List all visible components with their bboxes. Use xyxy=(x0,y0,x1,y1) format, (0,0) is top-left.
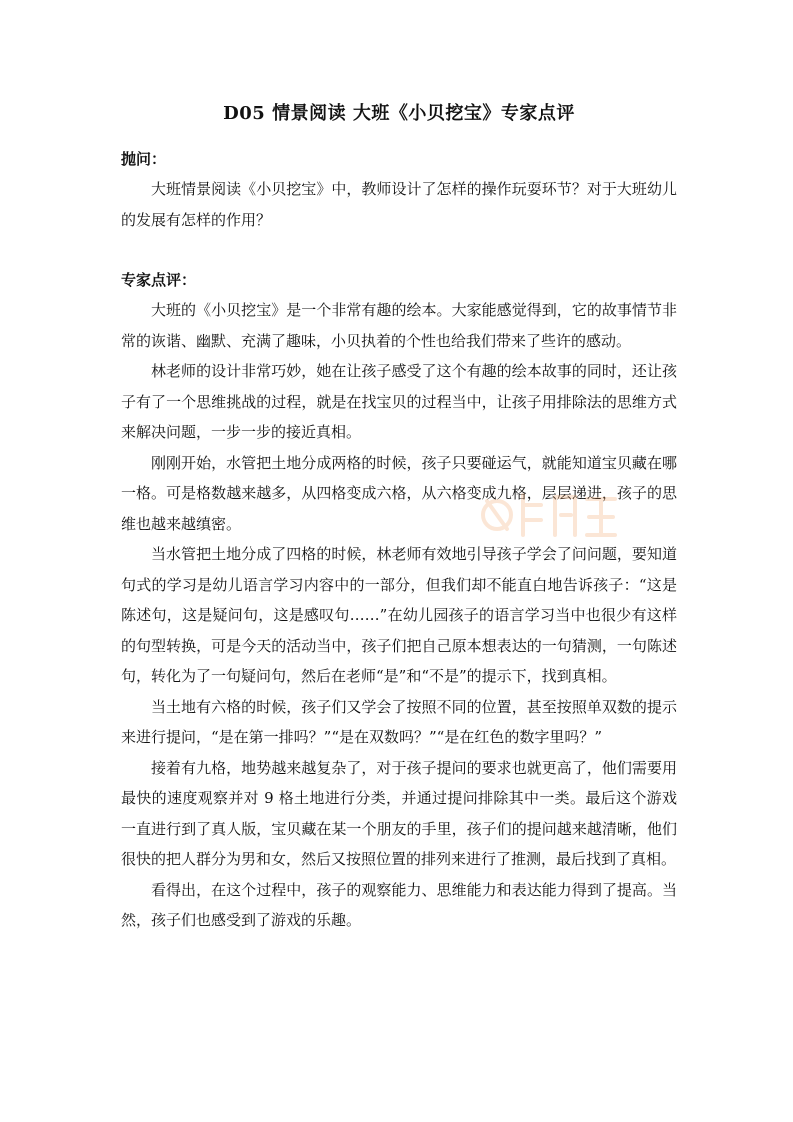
section-gap xyxy=(121,235,677,265)
comment-paragraph-1: 大班的《小贝挖宝》是一个非常有趣的绘本。大家能感觉得到，它的故事情节非常的诙谐、幽默、充满了趣味，小贝执着的个性也给我们带来了些许的感动。 xyxy=(121,301,677,350)
question-text: 大班情景阅读《小贝挖宝》中，教师设计了怎样的操作玩耍环节？对于大班幼儿的发展有怎样的作用？ xyxy=(121,180,677,229)
comment-paragraph-5: 当土地有六格的时候，孩子们又学会了按照不同的位置，甚至按照单双数的提示来进行提问，“是在第一排吗？”“是在双数吗？”“是在红色的数字里吗？” xyxy=(121,697,677,746)
comment-paragraph-7: 看得出，在这个过程中，孩子的观察能力、思维能力和表达能力得到了提高。当然，孩子们也感受到了游戏的乐趣。 xyxy=(121,880,677,929)
document-title: D05 情景阅读 大班《小贝挖宝》专家点评 xyxy=(223,103,575,124)
comment-paragraph-4: 当水管把土地分成了四格的时候，林老师有效地引导孩子学会了问问题，要知道句式的学习是幼儿语言学习内容中的一部分，但我们却不能直白地告诉孩子：“这是陈述句，这是疑问句，这是感叹句……”在幼儿园孩子的语言学习当中也很少有这样的句型转换，可是今天的活动当中，孩子们把自己原本想表达的一句猜测，一句陈述句，转化为了一句疑问句，然后在老师“是”和“不是”的提示下，找到真相。 xyxy=(121,545,677,685)
document-page xyxy=(121,100,677,936)
question-label: 抛问： xyxy=(121,150,167,168)
comment-label: 专家点评： xyxy=(121,271,197,289)
comment-paragraph-6: 接着有九格，地势越来越复杂了，对于孩子提问的要求也就更高了，他们需要用最快的速度观察并对 9 格土地进行分类，并通过提问排除其中一类。最后这个游戏一直进行到了真人版，宝贝藏在某一个朋友的手里，孩子们的提问越来越清晰，他们很快的把人群分为男和女，然后又按照位置的排列来进行了推测，最后找到了真相。 xyxy=(121,758,677,868)
comment-paragraph-2: 林老师的设计非常巧妙，她在让孩子感受了这个有趣的绘本故事的同时，还让孩子有了一个思维挑战的过程，就是在找宝贝的过程当中，让孩子用排除法的思维方式来解决问题，一步一步的接近真相。 xyxy=(121,362,677,441)
comment-paragraph-3: 刚刚开始，水管把土地分成两格的时候，孩子只要碰运气，就能知道宝贝藏在哪一格。可是格数越来越多，从四格变成六格，从六格变成九格，层层递进，孩子的思维也越来越缜密。 xyxy=(121,453,677,533)
